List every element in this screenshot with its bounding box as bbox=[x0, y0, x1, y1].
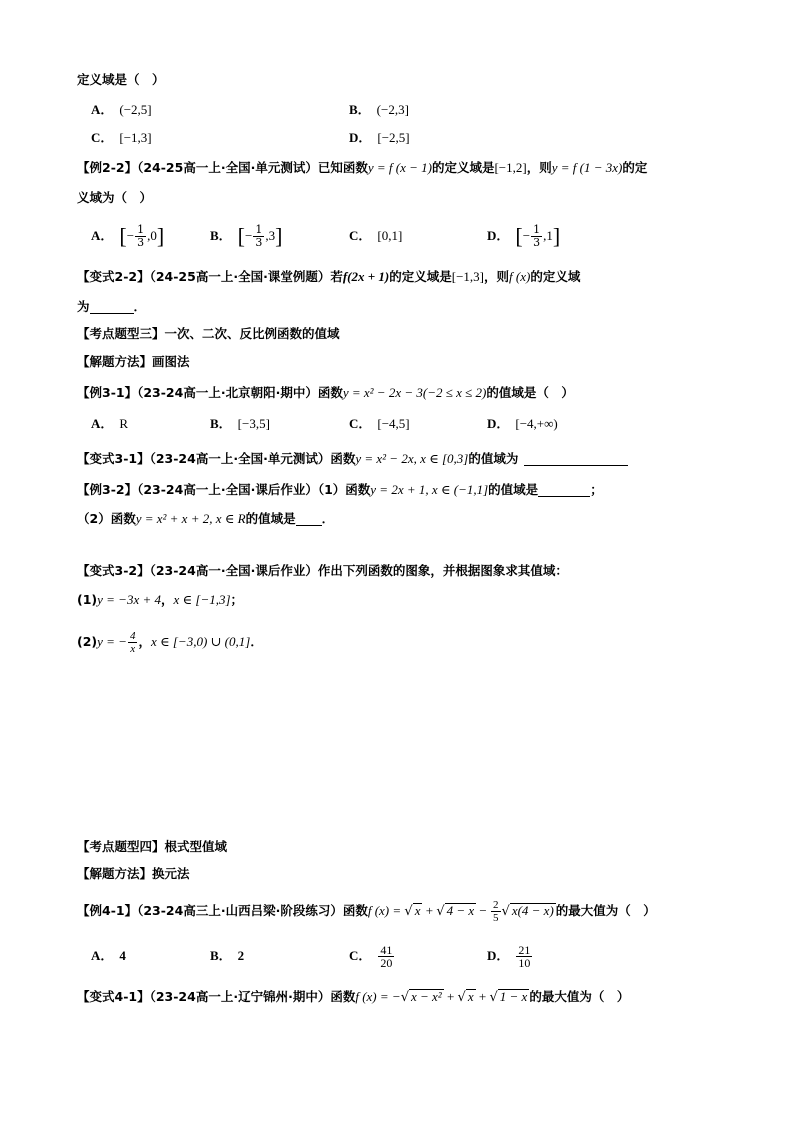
option-a: A． (−2,5] bbox=[91, 102, 152, 117]
variant-4-1: 【变式4-1】（23-24高一上·辽宁锦州·期中）函数f (x) = −√ x − x² + √ x + √ 1 − x 的最大值为（ ） bbox=[77, 989, 630, 1005]
variant-3-2-part2: (2)y = − $\frac{4}{x}$ ，x ∈ [−3,0) ∪ (0,1]． bbox=[77, 630, 263, 655]
option-c: C． [−4,5] bbox=[349, 416, 410, 431]
option-c: C． $\frac{41}{20}$ bbox=[349, 943, 393, 970]
option-d: D． [−4,+∞) bbox=[487, 416, 558, 431]
question-continuation: 定义域是（ ） bbox=[77, 72, 165, 87]
topic-4-method: 【解题方法】换元法 bbox=[77, 866, 190, 881]
example-2-2: 【例2-2】（24-25高一上·全国·单元测试）已知函数y = f (x − 1)的定义域是[−1,2]，则y = f (1 − 3x)的定 bbox=[77, 160, 648, 175]
option-c: C． [0,1] bbox=[349, 228, 403, 243]
option-d: D． $\frac{21}{10}$ bbox=[487, 943, 531, 970]
answer-blank bbox=[524, 451, 628, 466]
option-a: A． [− $\frac{1}{3}$ ,0] bbox=[91, 223, 165, 249]
option-b: B． 2 bbox=[210, 948, 245, 963]
variant-2-2: 【变式2-2】（24-25高一上·全国·课堂例题）若f(2x + 1)的定义域是[−1,3]，则f (x)的定义域 bbox=[77, 269, 581, 284]
option-d: D． [−2,5] bbox=[349, 130, 410, 145]
topic-3-title: 【考点题型三】一次、二次、反比例函数的值域 bbox=[77, 326, 340, 341]
variant-3-2: 【变式3-2】（23-24高一·全国·课后作业）作出下列函数的图象，并根据图象求其值域： bbox=[77, 563, 568, 578]
variant-3-2-part1: (1)y = −3x + 4，x ∈ [−1,3]； bbox=[77, 592, 244, 607]
example-2-2-cont: 义域为（ ） bbox=[77, 190, 153, 205]
option-b: B． (−2,3] bbox=[349, 102, 409, 117]
answer-blank bbox=[90, 299, 134, 314]
variant-3-1: 【变式3-1】（23-24高一上·全国·单元测试）函数y = x² − 2x, x ∈ [0,3]的值域为 bbox=[77, 447, 794, 471]
option-a: A． R bbox=[91, 416, 129, 431]
variant-2-2-cont: 为 ． bbox=[77, 299, 147, 314]
topic-4-title: 【考点题型四】根式型值域 bbox=[77, 839, 228, 854]
option-b: B． [− $\frac{1}{3}$ ,3] bbox=[210, 223, 283, 249]
example-4-1: 【例4-1】（23-24高三上·山西吕梁·阶段练习）函数f (x) = √ x + √ 4 − x − $\frac{2}{5}$ √ x(4 − x) 的最大值为（ ） bbox=[77, 899, 656, 924]
option-b: B． [−3,5] bbox=[210, 416, 270, 431]
example-3-2-part2: （2）函数y = x² + x + 2, x ∈ R的值域是 ． bbox=[77, 511, 335, 526]
example-3-2: 【例3-2】（23-24高一上·全国·课后作业）（1）函数y = 2x + 1, x ∈ (−1,1]的值域是 ； bbox=[77, 482, 603, 497]
option-a: A． 4 bbox=[91, 948, 126, 963]
option-d: D． [− $\frac{1}{3}$ ,1] bbox=[487, 223, 561, 249]
answer-blank bbox=[538, 482, 590, 497]
option-c: C． [−1,3] bbox=[91, 130, 152, 145]
topic-3-method: 【解题方法】画图法 bbox=[77, 354, 190, 369]
answer-blank bbox=[296, 511, 322, 526]
example-3-1: 【例3-1】（23-24高一上·北京朝阳·期中）函数y = x² − 2x − 3(−2 ≤ x ≤ 2)的值域是（ ） bbox=[77, 385, 574, 400]
